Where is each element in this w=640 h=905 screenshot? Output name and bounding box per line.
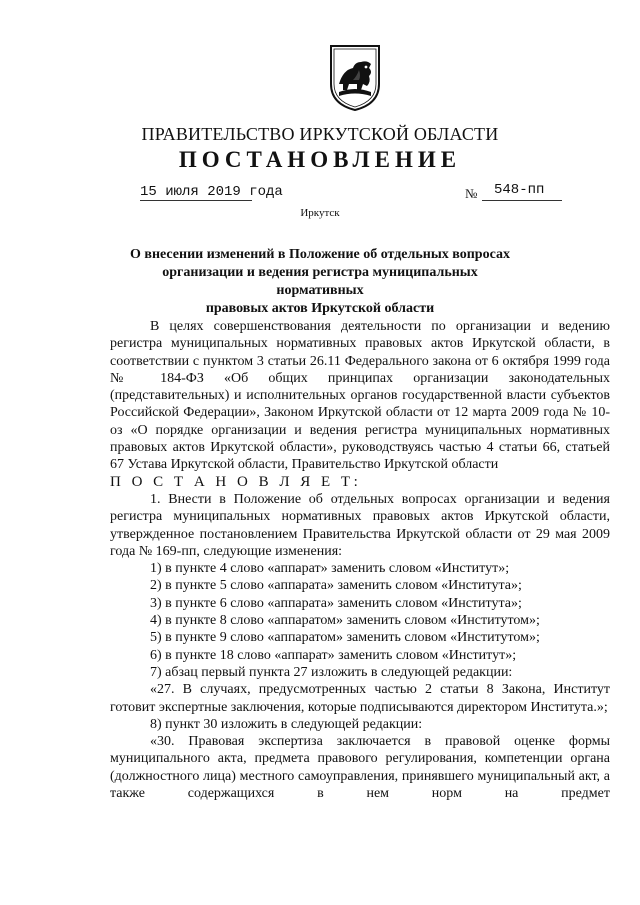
list-item: 1) в пункте 4 слово «аппарат» заменить словом «Институт»; xyxy=(150,561,510,577)
point-1-paragraph: 1. Внести в Положение об отдельных вопросах организации и ведения регистра муниципальных нормативных правовых актов Иркутской области, утвержденное постановлением Правительства Иркутской области от 29 мая 2009 года № 169-пп, следующие изменения: xyxy=(110,491,610,559)
government-name: ПРАВИТЕЛЬСТВО ИРКУТСКОЙ ОБЛАСТИ xyxy=(141,124,499,144)
title-line: правовых актов Иркутской области xyxy=(205,301,435,316)
list-item: 6) в пункте 18 слово «аппарат» заменить словом «Институт»; xyxy=(150,647,517,663)
list-item: 3) в пункте 6 слово «аппарата» заменить словом «Института»; xyxy=(150,595,522,611)
quote-point-30: «30. Правовая экспертиза заключается в правовой оценке формы муниципального акта, предмета правового регулирования, компетенции органа (должностного лица) местного самоуправления, принявшего муниципальный акт, а также содержащихся в нем норм на предмет xyxy=(110,734,610,802)
document-type: ПОСТАНОВЛЕНИЕ xyxy=(178,147,462,172)
title-line: О внесении изменений в Положение об отдельных вопросах xyxy=(130,247,510,262)
decree-body xyxy=(110,318,610,802)
quote-point-27: «27. В случаях, предусмотренных частью 2 статьи 8 Закона, Институт готовит экспертные заключения, которые подписываются директором Института.»; xyxy=(110,682,610,715)
list-item: 8) пункт 30 изложить в следующей редакции: xyxy=(150,716,423,732)
city-name: Иркутск xyxy=(300,207,340,219)
number-underline xyxy=(482,200,562,201)
coat-of-arms-emblem xyxy=(325,40,385,112)
list-item: 7) абзац первый пункта 27 изложить в следующей редакции: xyxy=(150,664,513,680)
decree-title xyxy=(130,246,510,318)
list-item: 5) в пункте 9 слово «аппаратом» заменить словом «Институтом»; xyxy=(150,630,540,646)
resolves-heading: П О С Т А Н О В Л Я Е Т: xyxy=(110,473,362,490)
number-sign: № xyxy=(465,186,478,201)
preamble-paragraph: В целях совершенствования деятельности по организации и ведению регистра муниципальных нормативных правовых актов Иркутской области, в соответствии с пунктом 3 статьи 26.11 Федерального закона от 6 октября 1999 года № 184-ФЗ «Об общих принципах организации законодательных (представительных) и исполнительных органов государственной власти субъектов Российской Федерации», Законом Иркутской области от 12 марта 2009 года № 10-оз «О порядке организации и ведения регистра муниципальных нормативных правовых актов Иркутской области», руководствуясь частью 4 статьи 66, статьей 67 Устава Иркутской области, Правительство Иркутской области xyxy=(110,319,610,473)
title-line: организации и ведения регистра муниципальных нормативных xyxy=(162,265,478,298)
list-item: 2) в пункте 5 слово «аппарата» заменить словом «Института»; xyxy=(150,578,522,594)
decree-number: 548-пп xyxy=(494,182,545,198)
date-underline xyxy=(140,200,252,201)
list-item: 4) в пункте 8 слово «аппаратом» заменить словом «Институтом»; xyxy=(150,613,540,629)
decree-date: 15 июля 2019 года xyxy=(140,184,283,200)
